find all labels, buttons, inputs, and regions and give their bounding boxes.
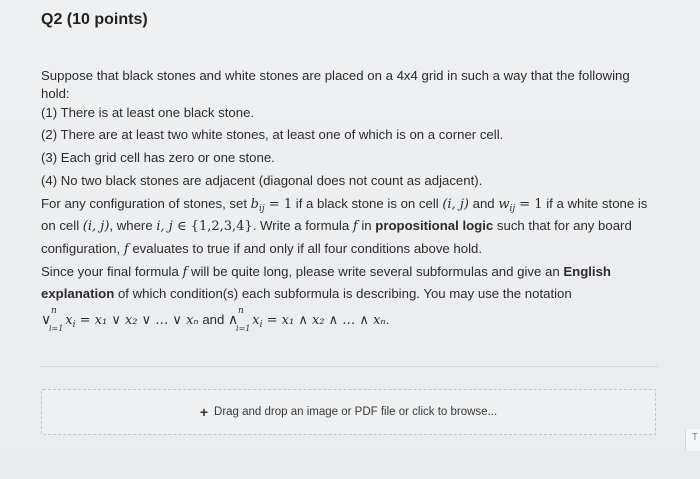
big-or-operator: ∨ n i=1 [41,306,64,333]
config-line-2: on cell (i, j), where i, j ∈ {1,2,3,4}. Write a formula f in propositional logic such that for any board [41,218,632,234]
question-number: Q2 [41,11,63,28]
config-line-3: configuration, f evaluates to true if and only if all four conditions above hold. [41,241,483,257]
section-divider [41,366,658,367]
condition-4: (4) No two black stones are adjacent (diagonal does not count as adjacent). [41,173,483,188]
final-line-1: Since your final formula f will be quite long, please write several subformulas and give an English [41,264,611,280]
condition-1: (1) There is at least one black stone. [41,105,255,120]
file-upload-dropzone[interactable] [41,389,656,435]
question-points: (10 points) [66,11,148,28]
upload-label: Drag and drop an image or PDF file or click to browse... [214,406,498,418]
config-line-1: For any configuration of stones, set $b_{ij} = 1$ if a black stone is on cell (i, j) and $w_{ij} = 1$ if a white stone is [41,196,648,214]
condition-3: (3) Each grid cell has zero or one stone. [41,150,275,165]
plus-icon: + [199,404,209,420]
notation-line: ∨ n i=1 $x_i = x_1$ ∨ x₂ ∨ … ∨ xₙ and ∧ n i=1 $x_i = x_1$ ∧ x₂ ∧ … ∧ xₙ. [41,306,390,333]
edge-glyph: T [691,432,698,443]
question-title [41,11,148,29]
final-line-2: explanation of which condition(s) each subformula is describing. You may use the notation [41,286,572,301]
big-and-operator: ∧ n i=1 [228,306,251,333]
condition-2: (2) There are at least two white stones, at least one of which is on a corner cell. [41,127,504,142]
intro-line-1: Suppose that black stones and white stones are placed on a 4x4 grid in such a way that the following [41,68,630,83]
intro-line-2: hold: [41,86,70,101]
